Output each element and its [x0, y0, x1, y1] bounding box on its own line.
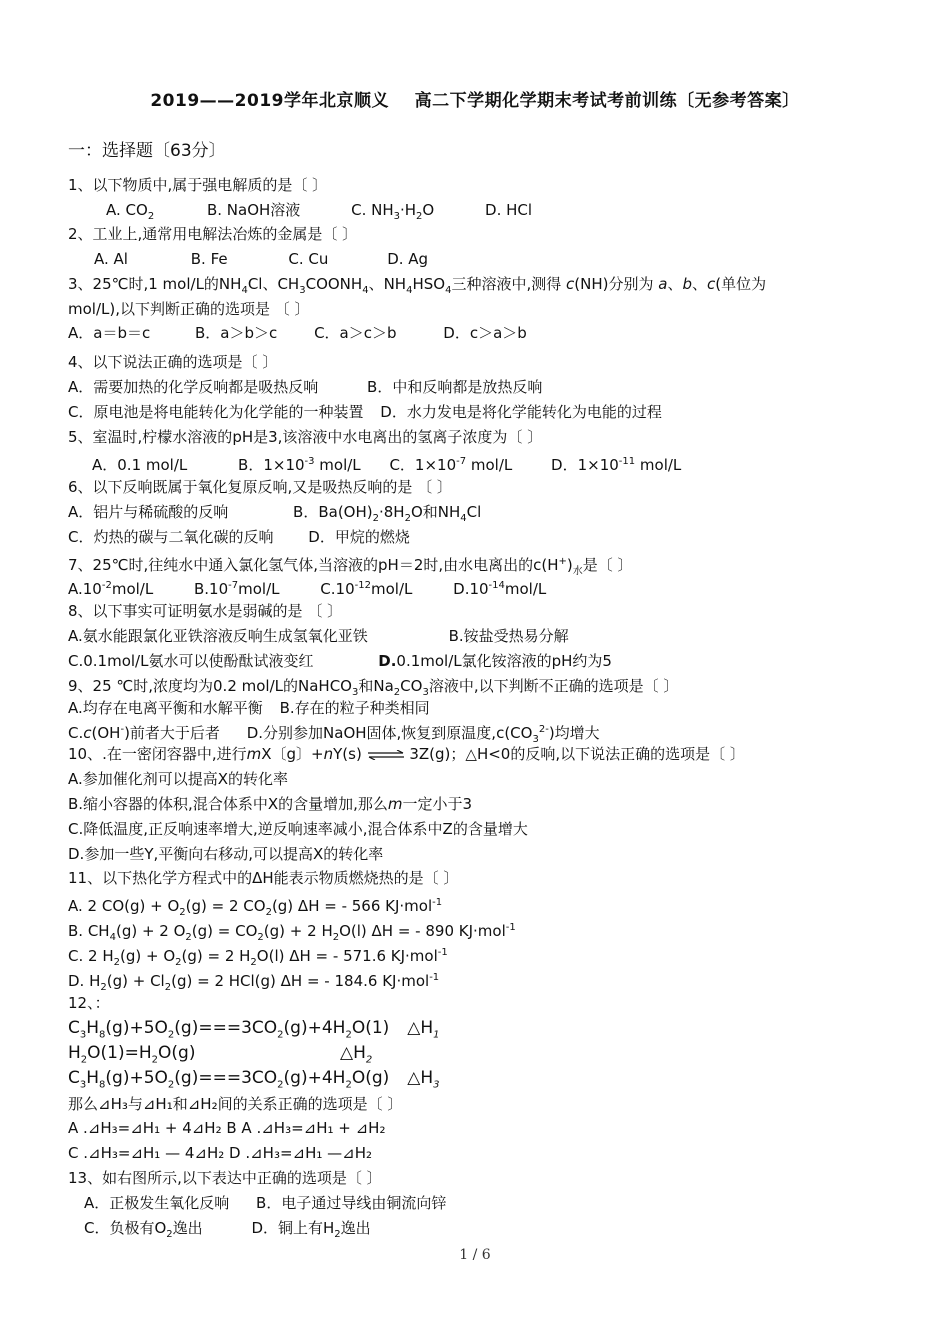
q1-options [106, 200, 532, 227]
q3-option-b: B．a＞b＞c [195, 324, 278, 342]
q12-reaction-2: $H_2O(1)=H_2O(g)$ $\triangle H_2$ [68, 1043, 373, 1066]
q10-option-d: D.参加一些Y,平衡向右移动,可以提高X的转化率 [68, 845, 384, 863]
q12-reaction-1: $C_3H_8(g)+5O_2(g)===3CO_2(g)+4H_2O(1)$ $\triangle H_1$ [68, 1018, 440, 1041]
q5-option-d: D．$1\times 10^{-11}$ mol/L [551, 456, 682, 474]
q8-options-cd [68, 651, 612, 671]
q2-option-d: D. Ag [387, 250, 429, 268]
q8-option-a: A.氨水能跟氯化亚铁溶液反响生成氢氧化亚铁 [68, 627, 368, 645]
q4-option-c: C．原电池是将电能转化为化学能的一种装置 [68, 403, 364, 421]
q2-stem: 2、工业上,通常用电解法冶炼的金属是〔 〕 [68, 225, 358, 243]
q4-option-a: A．需要加热的化学反响都是吸热反响 [68, 378, 319, 396]
q6-options-cd [68, 527, 410, 547]
q13-options-ab [84, 1193, 446, 1213]
q11-option-b: B. $CH_4(g) + 2$ $O_2(g) = CO_2(g) + 2$ $H_2O(l) \Delta H$ = - 890 KJ·mol$^{-1}$ [68, 922, 516, 943]
q9-options-ab [68, 698, 430, 718]
q8-options-ab [68, 626, 569, 646]
q2-option-b: B. Fe [190, 250, 228, 268]
q1-stem: 1、以下物质中,属于强电解质的是〔 〕 [68, 176, 328, 194]
q8-stem: 8、以下事实可证明氨水是弱碱的是 〔 〕 [68, 602, 343, 620]
q13-stem: 13、如右图所示,以下表达中正确的选项是〔 〕 [68, 1169, 382, 1187]
q7-option-c: $C.10^{-12}mol/L$ [320, 580, 413, 598]
q5-option-b: B．$1\times 10^{-3}$ mol/L [238, 456, 361, 474]
q9-stem: 9、25 ℃时,浓度均为0.2 mol/L的NaHCO$_3$和$Na_2CO_3$溶液中,以下判断不正确的选项是〔 〕 [68, 677, 679, 698]
q10-option-a: A.参加催化剂可以提高X的转化率 [68, 770, 289, 788]
q3-option-c: C．a＞c＞b [314, 324, 397, 342]
q10-stem: 10、.在一密闭容器中,进行mX〔g〕+nY(s) 3Z(g)；△H<0的反响,以下说法正确的选项是〔 〕 [68, 745, 745, 763]
q4-option-b: B．中和反响都是放热反响 [367, 378, 543, 396]
q13-options-cd [84, 1218, 371, 1245]
q3-option-a: A．a＝b＝c [68, 324, 151, 342]
q9-option-c: C.c(OH-)前者大于后者 [68, 724, 220, 742]
q7-option-b: $B.10^{-7}mol/L$ [194, 580, 280, 598]
q6-options-ab [68, 502, 481, 529]
q7-stem: 7、25℃时,往纯水中通入氯化氢气体,当溶液的pH＝2时,由水电离出的$c(H^+)_水$是〔 〕 [68, 556, 633, 577]
q12-reaction-3: $C_3H_8(g)+5O_2(g)===3CO_2(g)+4H_2O(g)$ $\triangle H_3$ [68, 1068, 440, 1091]
q13-option-d: D．铜上有$H_2$逸出 [251, 1219, 371, 1240]
q9-option-d: D.分别参加NaOH固体,恢复到原温度$,c(CO_3^{2-})$均增大 [246, 724, 600, 745]
q6-option-c: C．灼热的碳与二氧化碳的反响 [68, 528, 274, 546]
q13-option-c: C．负极有$O_2$逸出 [84, 1219, 203, 1240]
q3-stem-line2: mol/L),以下判断正确的选项是 〔 〕 [68, 300, 310, 318]
q12-options-cd: C .⊿H₃=⊿H₁ — 4⊿H₂ D .⊿H₃=⊿H₁ —⊿H₂ [68, 1144, 373, 1162]
q12-stem: 12、： [68, 994, 110, 1012]
q5-options [92, 452, 681, 475]
q13-option-a: A．正极发生氧化反响 [84, 1194, 230, 1212]
q10-option-b: B.缩小容器的体积,混合体系中X的含量增加,那么m一定小于3 [68, 795, 473, 813]
q12-question: 那么⊿H₃与⊿H₁和⊿H₂间的关系正确的选项是〔 〕 [68, 1095, 403, 1113]
q13-option-b: B．电子通过导线由铜流向锌 [256, 1194, 447, 1212]
q7-option-d: $D.10^{-14}mol/L$ [453, 580, 547, 598]
q8-option-c: C.0.1mol/L氨水可以使酚酞试液变红 [68, 652, 314, 670]
q4-options-cd [68, 402, 662, 422]
q8-option-b: B.铵盐受热易分解 [448, 627, 569, 645]
q3-options [68, 323, 527, 343]
q6-stem: 6、以下反响既属于氧化复原反响,又是吸热反响的是 〔 〕 [68, 478, 452, 496]
page-number: 1 / 6 [459, 1247, 491, 1263]
q3-option-d: D．c＞a＞b [443, 324, 527, 342]
q11-option-a: A. 2 $CO(g) + O_2(g) = 2$ $CO_2(g) \Delta H$ = - 566 KJ·mol$^{-1}$ [68, 897, 443, 918]
q2-option-c: C. Cu [288, 250, 329, 268]
equilibrium-arrow-icon [367, 745, 405, 765]
q5-option-a: A．0.1 mol/L [92, 456, 188, 474]
q6-option-d: D．甲烷的燃烧 [308, 528, 410, 546]
q2-options [94, 249, 428, 269]
q5-option-c: C．$1\times 10^{-7}$ mol/L [389, 456, 513, 474]
q4-stem: 4、以下说法正确的选项是〔 〕 [68, 353, 278, 371]
q2-option-a: A. Al [94, 250, 128, 268]
page-title: 2019——2019学年北京顺义 高二下学期化学期末考试考前训练〔无参考答案〕 [150, 91, 800, 111]
q9-option-a: A.均存在电离平衡和水解平衡 [68, 699, 263, 717]
q4-option-d: D．水力发电是将化学能转化为电能的过程 [380, 403, 662, 421]
q9-option-b: B.存在的粒子种类相同 [279, 699, 430, 717]
q11-stem: 11、以下热化学方程式中的ΔH能表示物质燃烧热的是〔 〕 [68, 869, 459, 887]
q10-option-c: C.降低温度,正反响速率增大,逆反响速率减小,混合体系中Z的含量增大 [68, 820, 528, 838]
q6-option-b: B．$Ba(OH)_2\cdot 8H_2O$和$NH_4Cl$ [293, 503, 482, 524]
q1-option-b: B. NaOH溶液 [206, 201, 301, 219]
q1-option-d: D. HCl [485, 201, 533, 219]
q4-options-ab [68, 377, 542, 397]
q7-option-a: $A.10^{-2}mol/L$ [68, 580, 154, 598]
q1-option-a: A. $CO_2$ [106, 201, 155, 222]
q11-option-d: D. $H_2(g) + Cl_2(g) = 2$ HCl(g) ΔH = - 184.6 KJ·mol$^{-1}$ [68, 972, 440, 993]
q8-option-d: D.0.1mol/L氯化铵溶液的pH约为5 [378, 652, 612, 670]
q5-stem: 5、室温时,柠檬水溶液的pH是3,该溶液中水电离出的氢离子浓度为〔 〕 [68, 428, 543, 446]
q7-options [68, 576, 546, 599]
q12-options-ab: A .⊿H₃=⊿H₁ + 4⊿H₂ B A .⊿H₃=⊿H₁ + ⊿H₂ [68, 1119, 386, 1137]
section-heading: 一：选择题〔63分〕 [68, 141, 226, 161]
q1-option-c: C. $NH_3\cdot H_2O$ [351, 201, 435, 222]
q3-stem: 3、25℃时,1 mol/L的$NH_4Cl$、$CH_3COONH_4$、$NH_4HSO_4$三种溶液中,测得 c(NH)分别为 a、b、c(单位为 [68, 275, 767, 296]
q11-option-c: C. 2 $H_2(g) + O_2(g) = 2$ $H_2O(l) \Delta H$ = - 571.6 KJ·mol$^{-1}$ [68, 947, 448, 968]
q6-option-a: A．铝片与稀硫酸的反响 [68, 503, 229, 521]
